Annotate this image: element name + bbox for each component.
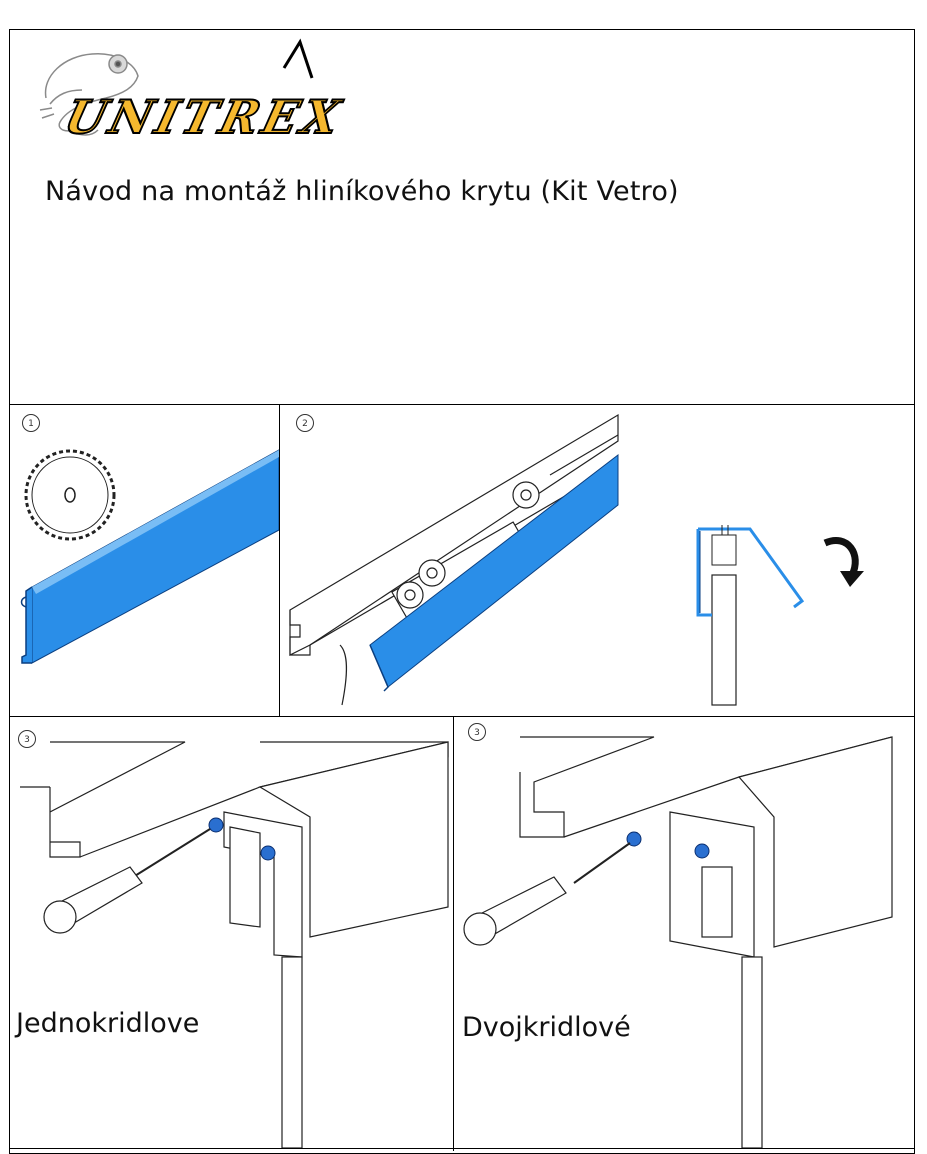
step1-illustration [10, 405, 279, 716]
divider-bottom [9, 1148, 915, 1149]
end-cap-housing-double [670, 737, 892, 1148]
rotate-arrow-icon [825, 541, 864, 587]
circular-saw-blade-icon [26, 451, 114, 539]
step-number-2: 2 [296, 414, 314, 432]
caption-single-leaf: Jednokridlove [16, 1008, 200, 1039]
end-cap-housing [224, 742, 448, 1148]
screwdriver-icon-double [464, 843, 630, 945]
step-number-3-double: 3 [468, 723, 486, 741]
blue-cover-mounted [370, 455, 618, 691]
screwdriver-icon [44, 829, 210, 933]
cross-section-detail [698, 525, 802, 705]
step-number-3-single: 3 [18, 730, 36, 748]
step3-double-leaf-illustration [454, 717, 915, 1148]
step2-illustration [280, 405, 915, 716]
caption-double-leaf: Dvojkridlové [462, 1012, 631, 1043]
logo-wordmark: UNITREX [59, 90, 343, 145]
unitrex-logo [38, 38, 348, 153]
step-number-1: 1 [22, 414, 40, 432]
step3-single-leaf-illustration [10, 717, 453, 1148]
page-title: Návod na montáž hliníkového krytu (Kit Vetro) [45, 176, 679, 207]
